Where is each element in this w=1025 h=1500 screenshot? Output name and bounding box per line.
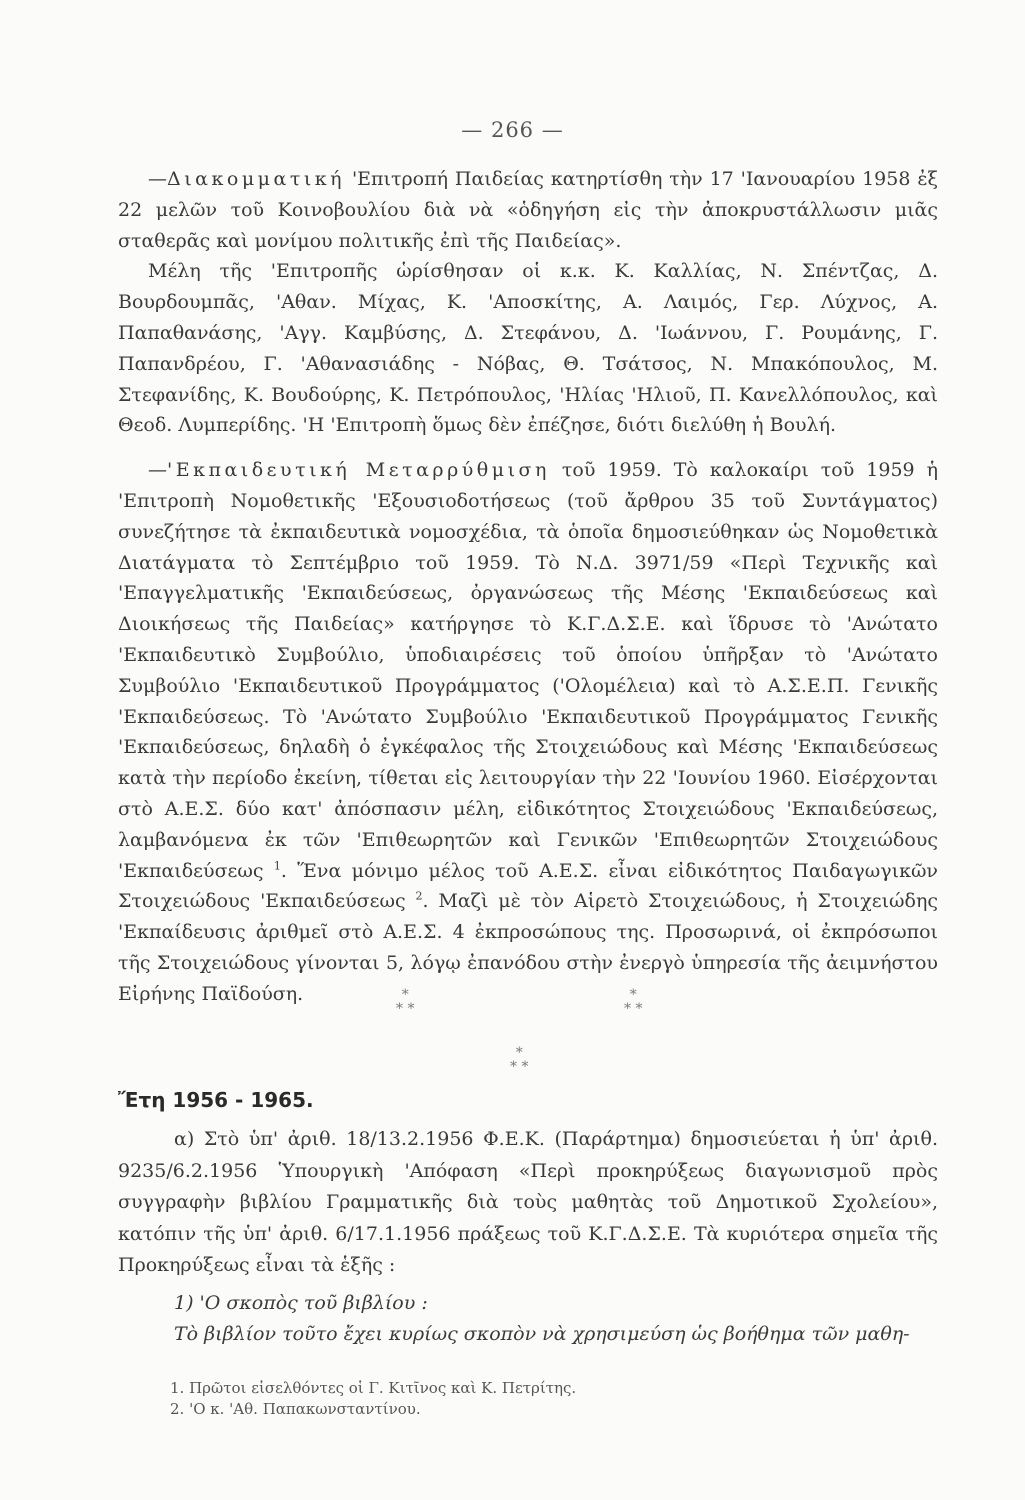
- spaced-term: 'Εκπαιδευτική Μεταρρύθμιση: [167, 459, 550, 482]
- paragraph-text: . Μαζὶ μὲ τὸν Αἱρετὸ Στοιχειώδους, ἡ Στοιχειώδης 'Εκπαίδευσις ἀριθμεῖ στὸ Α.Ε.Σ. 4 ἐκπροσώπους της. Προσωρινά, οἱ ἐκπρόσωποι τῆς Στοιχειώδους γίνονται 5, λόγῳ ἐπανόδου στὴν ἐνεργὸ ὑπηρεσία τῆς ἀειμνήστου Εἰρήνης Παϊδούση.: [118, 890, 939, 1005]
- section-separator: [0, 988, 1025, 1078]
- section-heading: Ἔτη 1956 - 1965.: [118, 1088, 314, 1112]
- footnote: 2. 'Ο κ. 'Αθ. Παπακωνσταντίνου.: [170, 1400, 421, 1418]
- footnote: 1. Πρῶτοι εἰσελθόντες οἱ Γ. Κιτῖνος καὶ Κ. Πετρίτης.: [170, 1379, 577, 1397]
- paragraph-text: 'Επιτροπή Παιδείας κατηρτίσθη τὴν 17 'Ιανουαρίου 1958 ἐξ 22 μελῶν τοῦ Κοινοβουλίου διὰ νὰ «ὁδηγήση εἰς τὴν ἀποκρυστάλλωσιν μιᾶς σταθερᾶς καὶ μονίμου πολιτικῆς ἐπὶ τῆς Παιδείας».: [118, 168, 938, 252]
- paragraph-text: τοῦ 1959. Τὸ καλοκαίρι τοῦ 1959 ἡ 'Επιτροπὴ Νομοθετικῆς 'Εξουσιοδοτήσεως (τοῦ ἄρθρου 35 τοῦ Συντάγματος) συνεζήτησε τὰ ἐκπαιδευτικὰ νομοσχέδια, τὰ ὁποῖα δημοσιεύθηκαν ὡς Νομοθετικὰ Διατάγματα τὸ Σεπτέμβριο τοῦ 1959. Τὸ Ν.Δ. 3971/59 «Περὶ Τεχνικῆς καὶ 'Επαγγελματικῆς 'Εκπαιδεύσεως, ὀργανώσεως τῆς Μέσης 'Εκπαιδεύσεως καὶ Διοικήσεως τῆς Παιδείας» κατήργησε τὸ Κ.Γ.Δ.Σ.Ε. καὶ ἵδρυσε τὸ 'Ανώτατο 'Εκπαιδευτικὸ Συμβούλιο, ὑποδιαιρέσεις τοῦ ὁποίου ὑπῆρξαν τὸ 'Ανώτατο Συμβούλιο 'Εκπαιδευτικοῦ Προγράμματος ('Ολομέλεια) καὶ τὸ Α.Σ.Ε.Π. Γενικῆς 'Εκπαιδεύσεως. Τὸ 'Ανώτατο Συμβούλιο 'Εκπαιδευτικοῦ Προγράμματος Γενικῆς 'Εκπαιδεύσεως, δηλαδὴ ὁ ἐγκέφαλος τῆς Στοιχειώδους καὶ Μέσης 'Εκπαιδεύσεως κατὰ τὴν περίοδο ἐκείνη, τίθεται εἰς λειτουργίαν τὴν 22 'Ιουνίου 1960. Εἰσέρχονται στὸ Α.Ε.Σ. δύο κατ' ἀπόσπασιν μέλη, εἰδικότητος Στοιχειώδους 'Εκπαιδεύσεως, λαμβανόμενα ἐκ τῶν 'Επιθεωρητῶν καὶ Γενικῶν 'Επιθεωρητῶν Στοιχειώδους 'Εκπαιδεύσεως: [118, 459, 939, 882]
- spaced-term: Διακομματική: [167, 168, 346, 190]
- asterism: * * *: [510, 1045, 529, 1075]
- paragraph-announcement: α) Στὸ ὑπ' ἀριθ. 18/13.2.1956 Φ.Ε.Κ. (Παράρτημα) δημοσιεύεται ἡ ὑπ' ἀριθ. 9235/6.2.1956 Ὑπουργικὴ 'Απόφαση «Περὶ προκηρύξεως διαγωνισμοῦ πρὸς συγγραφὴν βιβλίου Γραμματικῆς διὰ τοὺς μαθητὰς τοῦ Δημοτικοῦ Σχολείου», κατόπιν τῆς ὑπ' ἀριθ. 6/17.1.1956 πράξεως τοῦ Κ.Γ.Δ.Σ.Ε. Τὰ κυριότερα σημεῖα τῆς Προκηρύξεως εἶναι τὰ ἑξῆς :: [118, 1128, 938, 1276]
- footnotes: [170, 1378, 576, 1420]
- subheading: 1) 'Ο σκοπὸς τοῦ βιβλίου :: [174, 1291, 428, 1314]
- paragraph-text: . Ἕνα μόνιμο μέλος τοῦ Α.Ε.Σ. εἶναι εἰδικότητος Παιδαγωγικῶν Στοιχειώδους 'Εκπαιδεύσεως: [118, 859, 938, 913]
- asterism: * * *: [624, 987, 643, 1017]
- paragraph-reform: —'Εκπαιδευτική Μεταρρύθμιση τοῦ 1959. Τὸ καλοκαίρι τοῦ 1959 ἡ 'Επιτροπὴ Νομοθετικῆς 'Εξουσιοδοτήσεως (τοῦ ἄρθρου 35 τοῦ Συντάγματος) συνεζήτησε τὰ ἐκπαιδευτικὰ νομοσχέδια, τὰ ὁποῖα δημοσιεύθηκαν ὡς Νομοθετικὰ Διατάγματα τὸ Σεπτέμβριο τοῦ 1959. Τὸ Ν.Δ. 3971/59 «Περὶ Τεχνικῆς καὶ 'Επαγγελματικῆς 'Εκπαιδεύσεως, ὀργανώσεως τῆς Μέσης 'Εκπαιδεύσεως καὶ Διοικήσεως τῆς Παιδείας» κατήργησε τὸ Κ.Γ.Δ.Σ.Ε. καὶ ἵδρυσε τὸ 'Ανώτατο 'Εκπαιδευτικὸ Συμβούλιο, ὑποδιαιρέσεις τοῦ ὁποίου ὑπῆρξαν τὸ 'Ανώτατο Συμβούλιο 'Εκπαιδευτικοῦ Προγράμματος ('Ολομέλεια) καὶ τὸ Α.Σ.Ε.Π. Γενικῆς 'Εκπαιδεύσεως. Τὸ 'Ανώτατο Συμβούλιο 'Εκπαιδευτικοῦ Προγράμματος Γενικῆς 'Εκπαιδεύσεως, δηλαδὴ ὁ ἐγκέφαλος τῆς Στοιχειώδους καὶ Μέσης 'Εκπαιδεύσεως κατὰ τὴν περίοδο ἐκείνη, τίθεται εἰς λειτουργίαν τὴν 22 'Ιουνίου 1960. Εἰσέρχονται στὸ Α.Ε.Σ. δύο κατ' ἀπόσπασιν μέλη, εἰδικότητος Στοιχειώδους 'Εκπαιδεύσεως, λαμβανόμενα ἐκ τῶν 'Επιθεωρητῶν καὶ Γενικῶν 'Επιθεωρητῶν Στοιχειώδους 'Εκπαιδεύσεως $^1$. Ἕνα μόνιμο μέλος τοῦ Α.Ε.Σ. εἶναι εἰδικότητος Παιδαγωγικῶν Στοιχειώδους 'Εκπαιδεύσεως $^2$. Μαζὶ μὲ τὸν Αἱρετὸ Στοιχειώδους, ἡ Στοιχειώδης 'Εκπαίδευσις ἀριθμεῖ στὸ Α.Ε.Σ. 4 ἐκπροσώπους της. Προσωρινά, οἱ ἐκπρόσωποι τῆς Στοιχειώδους γίνονται 5, λόγῳ ἐπανόδου στὴν ἐνεργὸ ὑπηρεσία τῆς ἀειμνήστου Εἰρήνης Παϊδούση.: [118, 459, 939, 1005]
- footnote-ref: 2: [415, 890, 423, 903]
- paragraph-committee: —Διακομματική 'Επιτροπή Παιδείας κατηρτίσθη τὴν 17 'Ιανουαρίου 1958 ἐξ 22 μελῶν τοῦ Κοινοβουλίου διὰ νὰ «ὁδηγήση εἰς τὴν ἀποκρυστάλλωσιν μιᾶς σταθερᾶς καὶ μονίμου πολιτικῆς ἐπὶ τῆς Παιδείας».: [118, 168, 938, 252]
- main-text: [118, 164, 938, 1010]
- paragraph-members: Μέλη τῆς 'Επιτροπῆς ὡρίσθησαν οἱ κ.κ. Κ. Καλλίας, Ν. Σπέντζας, Δ. Βουρδουμπᾶς, 'Αθαν. Μίχας, Κ. 'Αποσκίτης, Α. Λαιμός, Γερ. Λύχνος, Α. Παπαθανάσης, 'Αγγ. Καμβύσης, Δ. Στεφάνου, Δ. 'Ιωάννου, Γ. Ρουμάνης, Γ. Παπανδρέου, Γ. 'Αθανασιάδης - Νόβας, Θ. Τσάτσος, Ν. Μπακόπουλος, Μ. Στεφανίδης, Κ. Βουδούρης, Κ. Πετρόπουλος, 'Ηλίας 'Ηλιοῦ, Π. Κανελλόπουλος, καὶ Θεοδ. Λυμπερίδης. 'Η 'Επιτροπὴ ὅμως δὲν ἐπέζησε, διότι διελύθη ἡ Βουλή.: [118, 260, 938, 437]
- footnote-ref: 1: [273, 859, 281, 873]
- section-text: [118, 1124, 938, 1351]
- page-number: — 266 —: [461, 118, 564, 142]
- paragraph-purpose: Τὸ βιβλίον τοῦτο ἔχει κυρίως σκοπὸν νὰ χρησιμεύση ὡς βοήθημα τῶν μαθη-: [174, 1323, 910, 1345]
- asterism: * * *: [396, 987, 415, 1017]
